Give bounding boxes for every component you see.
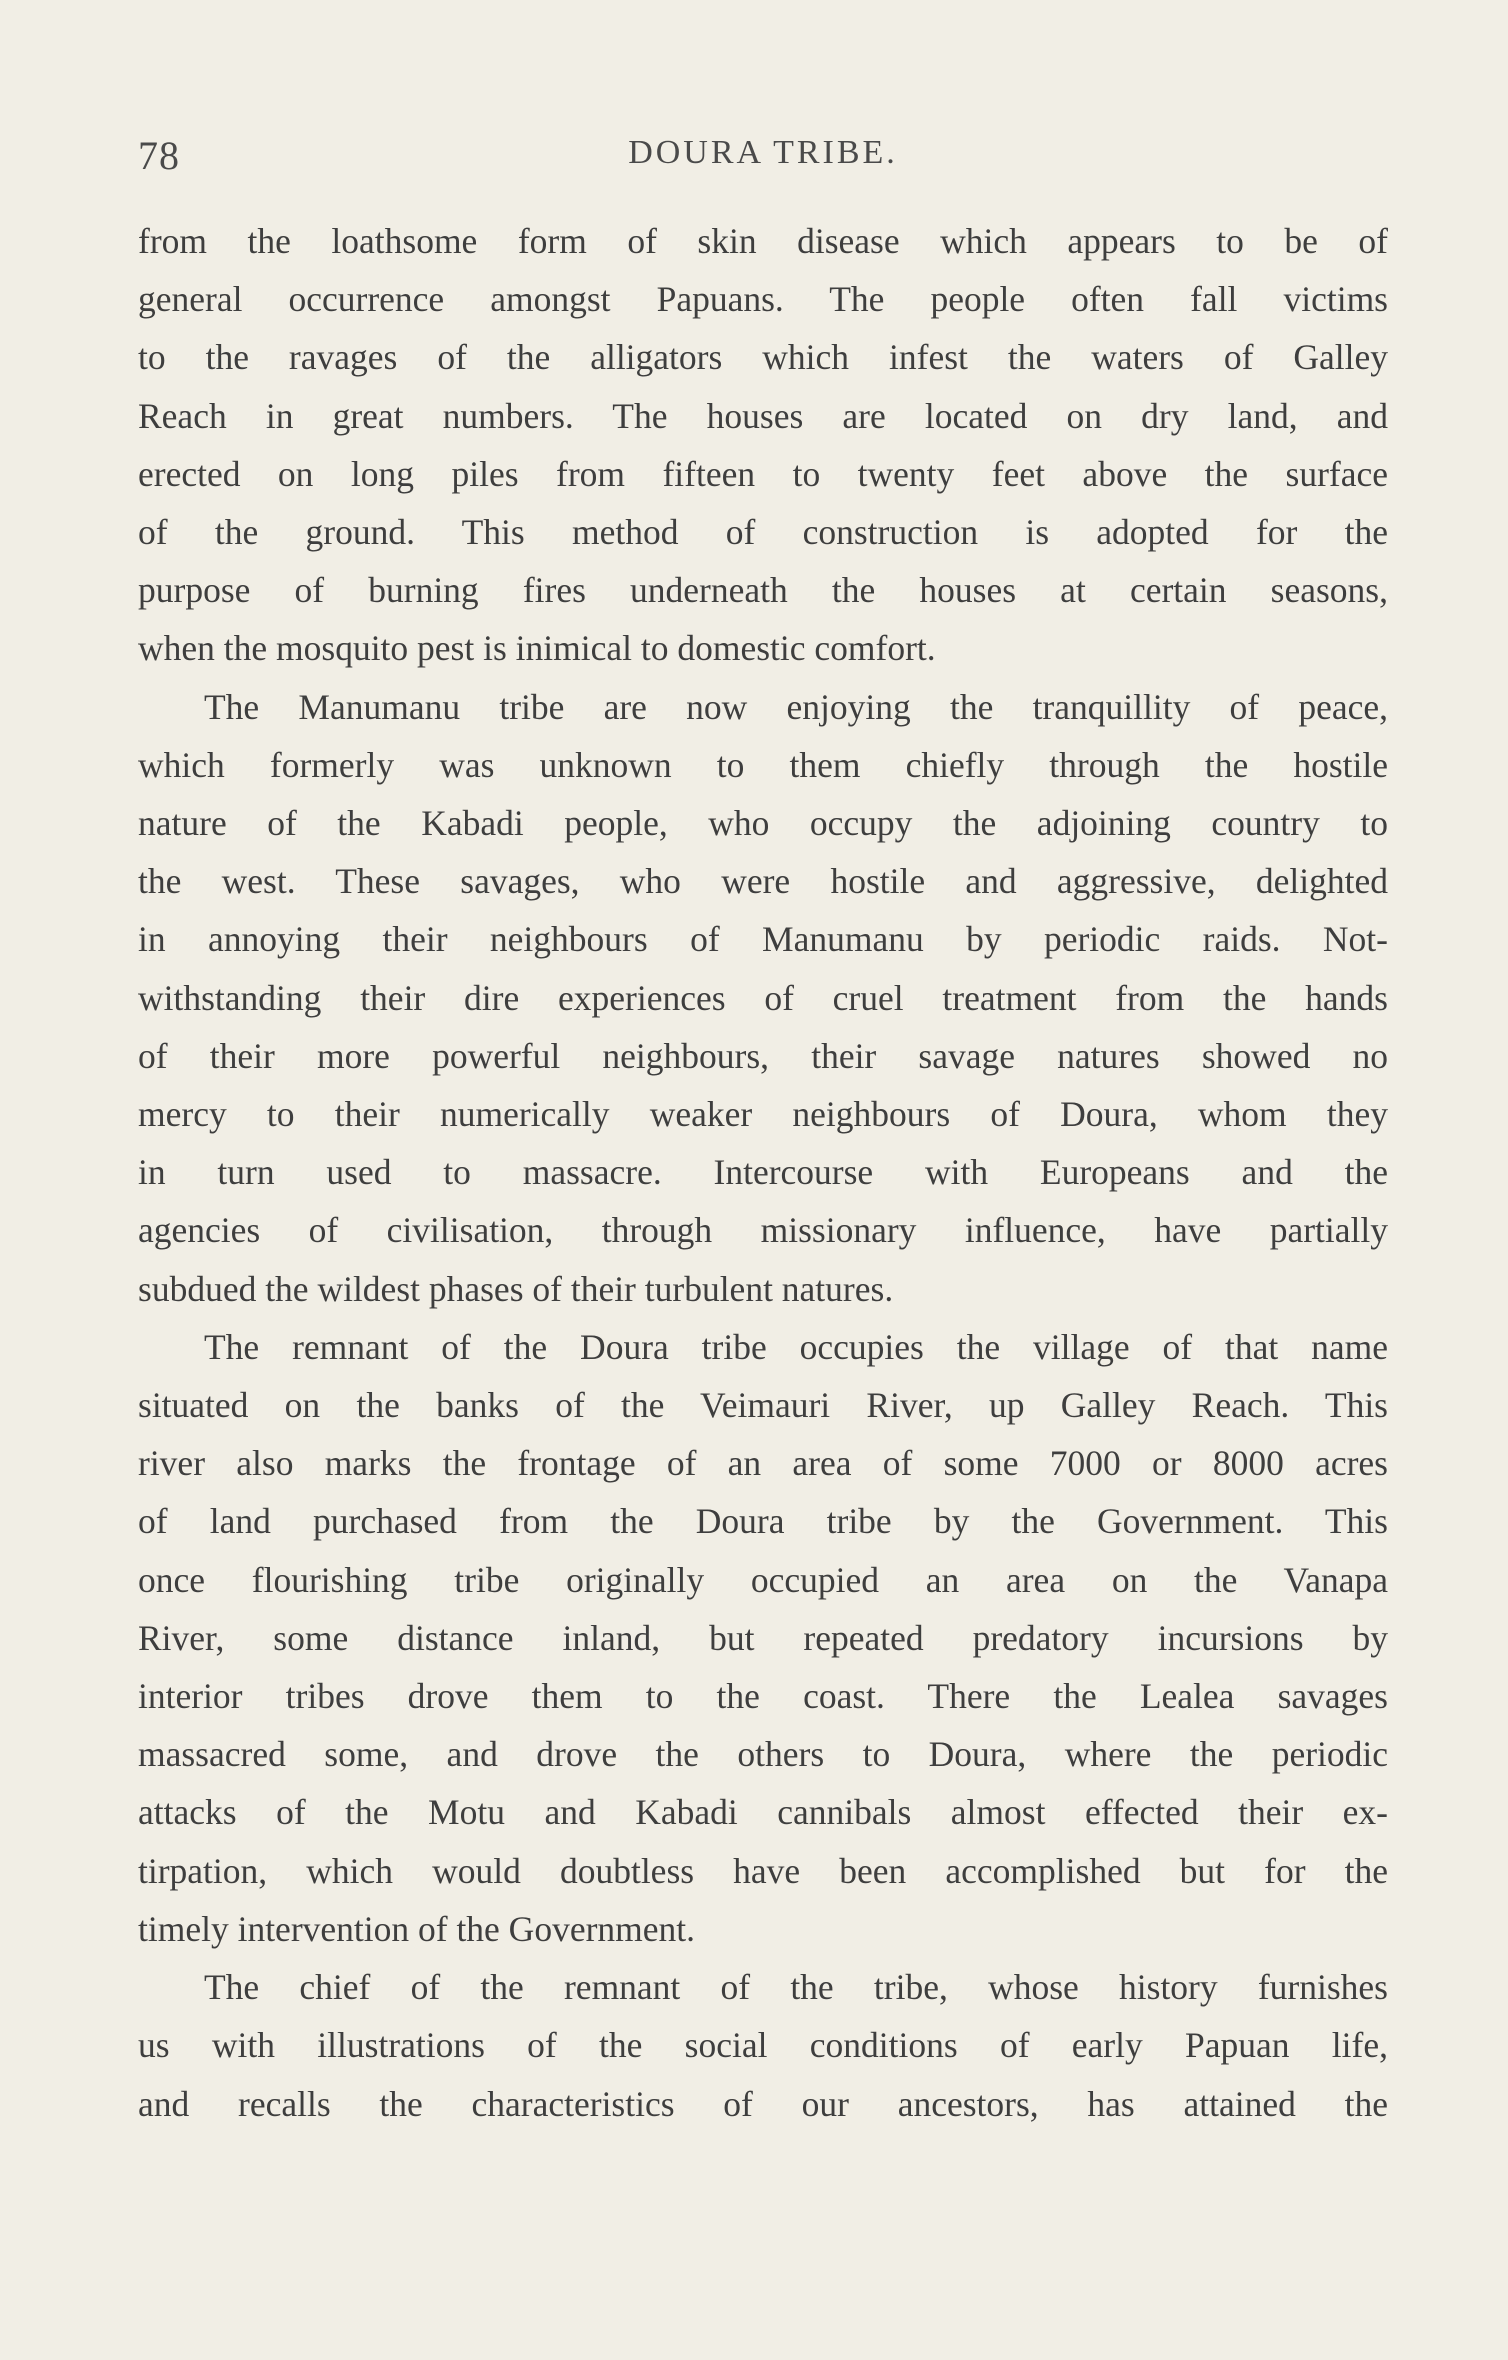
text-line: when the mosquito pest is inimical to domestic comfort. [138,628,936,669]
paragraph-4 [138,1958,1388,2133]
text-line: in turn used to massacre. Intercourse with Europeans and the [138,1152,1388,1193]
text-line: River, some distance inland, but repeated predatory incursions by [138,1617,1388,1658]
text-line: interior tribes drove them to the coast. There the Lealea savages [138,1676,1388,1717]
paragraph-2 [138,678,1388,1318]
text-line: Reach in great numbers. The houses are located on dry land, and [138,395,1388,436]
body-text [138,212,1388,2133]
text-line: mercy to their numerically weaker neighbours of Doura, whom they [138,1094,1388,1135]
text-line: The chief of the remnant of the tribe, whose history furnishes [204,1967,1388,2008]
page-number: 78 [138,133,180,178]
text-line: tirpation, which would doubtless have been accomplished but for the [138,1850,1388,1891]
paragraph-1 [138,212,1388,678]
text-line: purpose of burning fires underneath the houses at certain seasons, [138,570,1388,611]
text-line: us with illustrations of the social conditions of early Papuan life, [138,2025,1388,2066]
running-title: DOURA TRIBE. [628,134,898,171]
text-line: of their more powerful neighbours, their savage natures showed no [138,1035,1388,1076]
text-line: which formerly was unknown to them chiefly through the hostile [138,744,1388,785]
text-line: The Manumanu tribe are now enjoying the tranquillity of peace, [204,686,1388,727]
text-line: massacred some, and drove the others to Doura, where the periodic [138,1734,1388,1775]
text-line: river also marks the frontage of an area of some 7000 or 8000 acres [138,1443,1388,1484]
text-line: agencies of civilisation, through missionary influence, have partially [138,1210,1388,1251]
text-line: of the ground. This method of construction is adopted for the [138,512,1388,553]
text-line: timely intervention of the Government. [138,1908,696,1949]
text-line: in annoying their neighbours of Manumanu by periodic raids. Not- [138,919,1388,960]
text-line: subdued the wildest phases of their turbulent natures. [138,1268,894,1309]
paragraph-3 [138,1318,1388,1958]
text-line: to the ravages of the alligators which infest the waters of Galley [138,337,1388,378]
text-line: attacks of the Motu and Kabadi cannibals almost effected their ex- [138,1792,1388,1833]
text-line: and recalls the characteristics of our ancestors, has attained the [138,2083,1388,2124]
text-line: withstanding their dire experiences of cruel treatment from the hands [138,977,1388,1018]
text-line: the west. These savages, who were hostile and aggressive, delighted [138,861,1388,902]
text-line: The remnant of the Doura tribe occupies the village of that name [204,1326,1388,1367]
text-line: nature of the Kabadi people, who occupy the adjoining country to [138,803,1388,844]
text-line: situated on the banks of the Veimauri River, up Galley Reach. This [138,1385,1388,1426]
text-line: of land purchased from the Doura tribe by the Government. This [138,1501,1388,1542]
text-line: from the loathsome form of skin disease which appears to be of [138,221,1388,261]
running-head [138,132,1388,182]
text-line: erected on long piles from fifteen to twenty feet above the surface [138,453,1388,494]
text-line: general occurrence amongst Papuans. The people often fall victims [138,279,1388,320]
text-line: once flourishing tribe originally occupied an area on the Vanapa [138,1559,1388,1600]
